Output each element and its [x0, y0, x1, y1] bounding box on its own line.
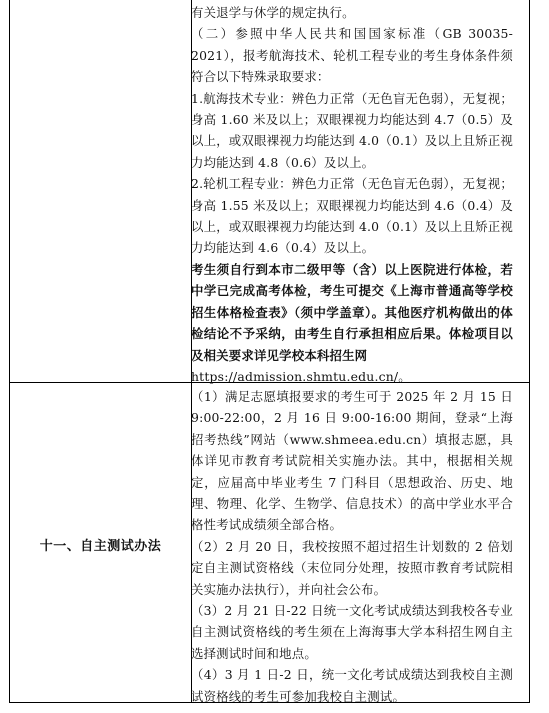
section-top-content: [191, 2, 513, 387]
paragraph: 1.航海技术专业：辨色力正常（无色盲无色弱），无复视；身高 1.60 米及以上；双眼裸视力均能达到 4.7（0.5）及以上，或双眼裸视力均能达到 4.0（0.1）及以上且矫正视力均能达到 4.8（0.6）及以上。: [191, 90, 513, 170]
admission-url[interactable]: https://admission.shmtu.edu.cn/。: [191, 368, 411, 384]
section-eleven-content: [191, 386, 513, 707]
paragraph: （2）2 月 20 日，我校按照不超过招生计划数的 2 倍划定自主测试资格线（末位同分处理，按照市教育考试院相关实施办法执行），并向社会公布。: [191, 538, 513, 597]
paragraph: （1）满足志愿填报要求的考生可于 2025 年 2 月 15 日 9:00-22:00，2 月 16 日 9:00-16:00 期间，登录“上海招考热线”网站（www.shmeea.edu.cn）填报志愿，具体详见市教育考试院相关实施办法。其中，根据相关规定，应届高中毕业考生 7 门科目（思想政治、历史、地理、物理、化学、生物学、信息技术）的高中学业水平合格性考试成绩须全部合格。: [191, 389, 513, 533]
paragraph: （二）参照中华人民共和国国家标准（GB 30035-2021），报考航海技术、轮机工程专业的考生身体条件须符合以下特殊录取要求：: [191, 26, 513, 85]
paragraph: （4）3 月 1 日-2 日，统一文化考试成绩达到我校自主测试资格线的考生可参加我校自主测试。: [191, 667, 513, 704]
paragraph: 有关退学与休学的规定执行。: [191, 5, 355, 20]
paragraph: （3）2 月 21 日-22 日统一文化考试成绩达到我校各专业自主测试资格线的考生须在上海海事大学本科招生网自主选择测试时间和地点。: [191, 603, 513, 661]
medical-exam-notice: 考生须自行到本市二级甲等（含）以上医院进行体检，若中学已完成高考体检，考生可提交《上海市普通高等学校招生体格检查表》（须中学盖章）。其他医疗机构做出的体检结论不予采纳，由考生自行承担相应后果。体检项目以及相关要求详见学校本科招生网: [191, 261, 513, 363]
paragraph: 2.轮机工程专业：辨色力正常（无色盲无色弱），无复视；身高 1.55 米及以上；双眼裸视力均能达到 4.6（0.4）及以上，或双眼裸视力均能达到 4.0（0.1）及以上且矫正视力均能达到 4.6（0.4）及以上。: [191, 176, 513, 256]
section-eleven-label: 十一、自主测试办法: [39, 539, 162, 554]
